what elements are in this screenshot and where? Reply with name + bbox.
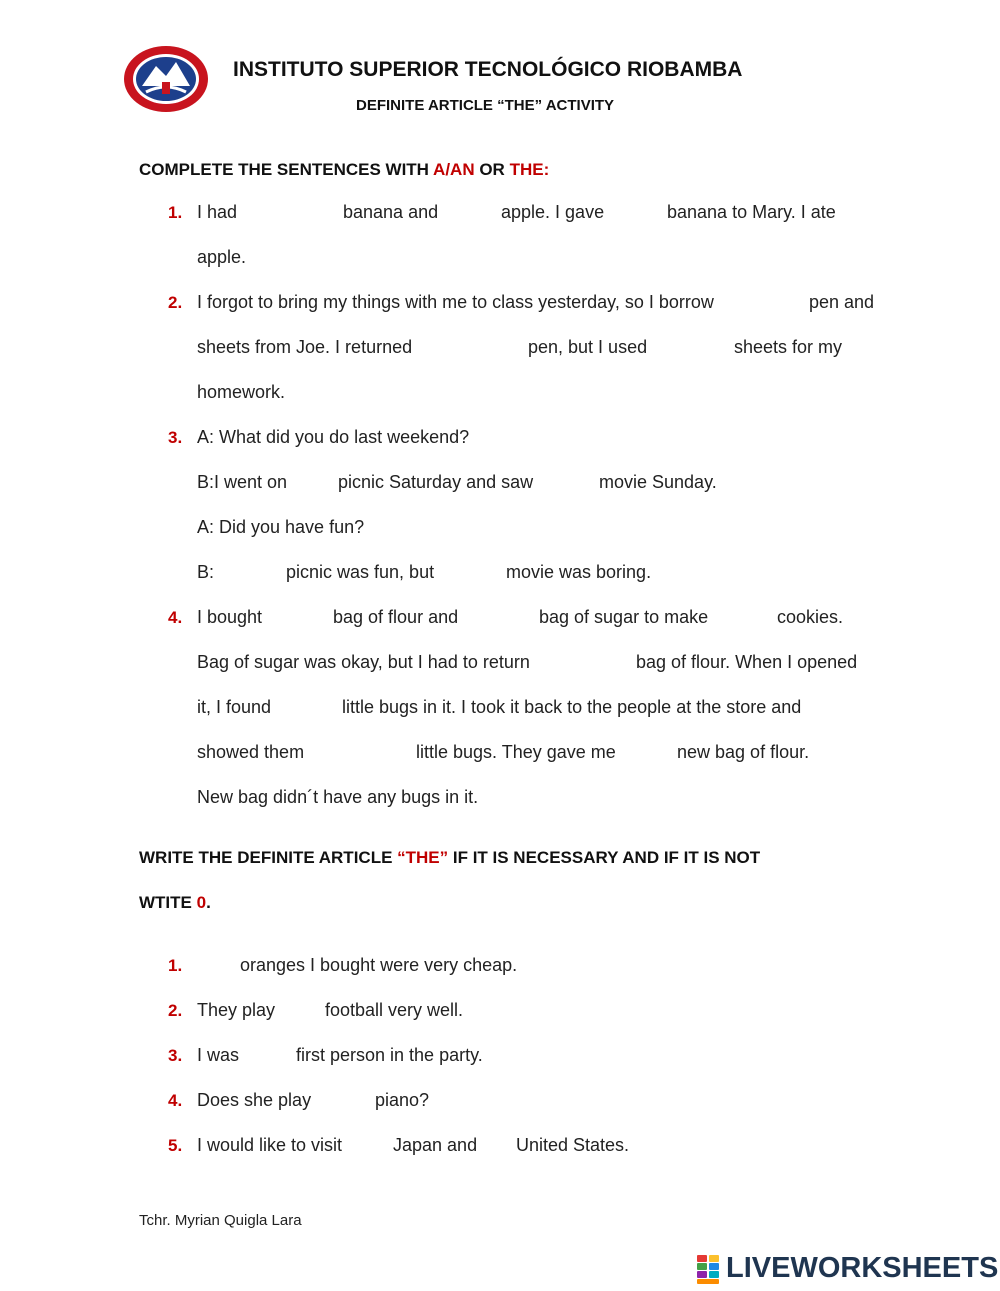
item-number: 1. <box>168 956 183 975</box>
item-number: 2. <box>168 1001 183 1020</box>
sentence-fragment: Does she play <box>197 1090 312 1110</box>
sentence-fragment: piano? <box>375 1090 430 1110</box>
sentence-fragment: banana and <box>343 202 439 222</box>
sentence-fragment: Bag of sugar was okay, but I had to return <box>197 652 530 672</box>
sentence-fragment: cookies. <box>777 607 844 627</box>
sentence-fragment: oranges I bought were very cheap. <box>240 955 518 975</box>
liveworksheets-logo-icon <box>697 1254 721 1286</box>
section2-heading-line1: WRITE THE DEFINITE ARTICLE “THE” IF IT IS NECESSARY AND IF IT IS NOT <box>139 848 761 867</box>
item-number: 1. <box>168 203 183 222</box>
sentence-fragment: little bugs. They gave me <box>416 742 616 762</box>
sentence-fragment: picnic Saturday and saw <box>338 472 534 492</box>
sentence-fragment: showed them <box>197 742 305 762</box>
sentence-fragment: football very well. <box>325 1000 464 1020</box>
sentence-fragment: They play <box>197 1000 276 1020</box>
sentence-fragment: I forgot to bring my things with me to class yesterday, so I borrow <box>197 292 714 312</box>
liveworksheets-brand[interactable]: LIVEWORKSHEETS <box>726 1252 999 1284</box>
sentence-fragment: A: Did you have fun? <box>197 517 365 537</box>
sentence-fragment: New bag didn´t have any bugs in it. <box>197 787 479 807</box>
sentence-fragment: I was <box>197 1045 240 1065</box>
item-number: 2. <box>168 293 183 312</box>
item-number: 4. <box>168 1091 183 1110</box>
sentence-fragment: sheets for my <box>734 337 843 357</box>
sentence-fragment: pen, but I used <box>528 337 648 357</box>
sentence-fragment: bag of sugar to make <box>539 607 709 627</box>
sentence-fragment: homework. <box>197 382 286 402</box>
item-number: 4. <box>168 608 183 627</box>
activity-title: DEFINITE ARTICLE “THE” ACTIVITY <box>356 97 615 114</box>
item-number: 5. <box>168 1136 183 1155</box>
sentence-fragment: apple. <box>197 247 247 267</box>
sentence-fragment: picnic was fun, but <box>286 562 435 582</box>
sentence-fragment: bag of flour and <box>333 607 459 627</box>
sentence-fragment: B: <box>197 562 215 582</box>
sentence-fragment: first person in the party. <box>296 1045 483 1065</box>
sentence-fragment: new bag of flour. <box>677 742 810 762</box>
sentence-fragment: sheets from Joe. I returned <box>197 337 413 357</box>
sentence-fragment: I bought <box>197 607 263 627</box>
sentence-fragment: banana to Mary. I ate <box>667 202 836 222</box>
sentence-fragment: Japan and <box>393 1135 478 1155</box>
sentence-fragment: little bugs in it. I took it back to the people at the store and <box>342 697 802 717</box>
section2-heading-line2: WTITE 0. <box>139 893 211 912</box>
sentence-fragment: it, I found <box>197 697 272 717</box>
section1-heading: COMPLETE THE SENTENCES WITH A/AN OR THE: <box>139 160 550 179</box>
sentence-fragment: bag of flour. When I opened <box>636 652 858 672</box>
school-name: INSTITUTO SUPERIOR TECNOLÓGICO RIOBAMBA <box>233 58 743 81</box>
sentence-fragment: pen and <box>809 292 875 312</box>
item-number: 3. <box>168 428 183 447</box>
sentence-fragment: I had <box>197 202 238 222</box>
sentence-fragment: movie was boring. <box>506 562 652 582</box>
teacher-name: Tchr. Myrian Quigla Lara <box>139 1212 302 1229</box>
institute-logo <box>122 44 210 114</box>
sentence-fragment: B:I went on <box>197 472 288 492</box>
item-number: 3. <box>168 1046 183 1065</box>
sentence-fragment: A: What did you do last weekend? <box>197 427 470 447</box>
sentence-fragment: apple. I gave <box>501 202 605 222</box>
sentence-fragment: United States. <box>516 1135 630 1155</box>
sentence-fragment: I would like to visit <box>197 1135 343 1155</box>
sentence-fragment: movie Sunday. <box>599 472 717 492</box>
